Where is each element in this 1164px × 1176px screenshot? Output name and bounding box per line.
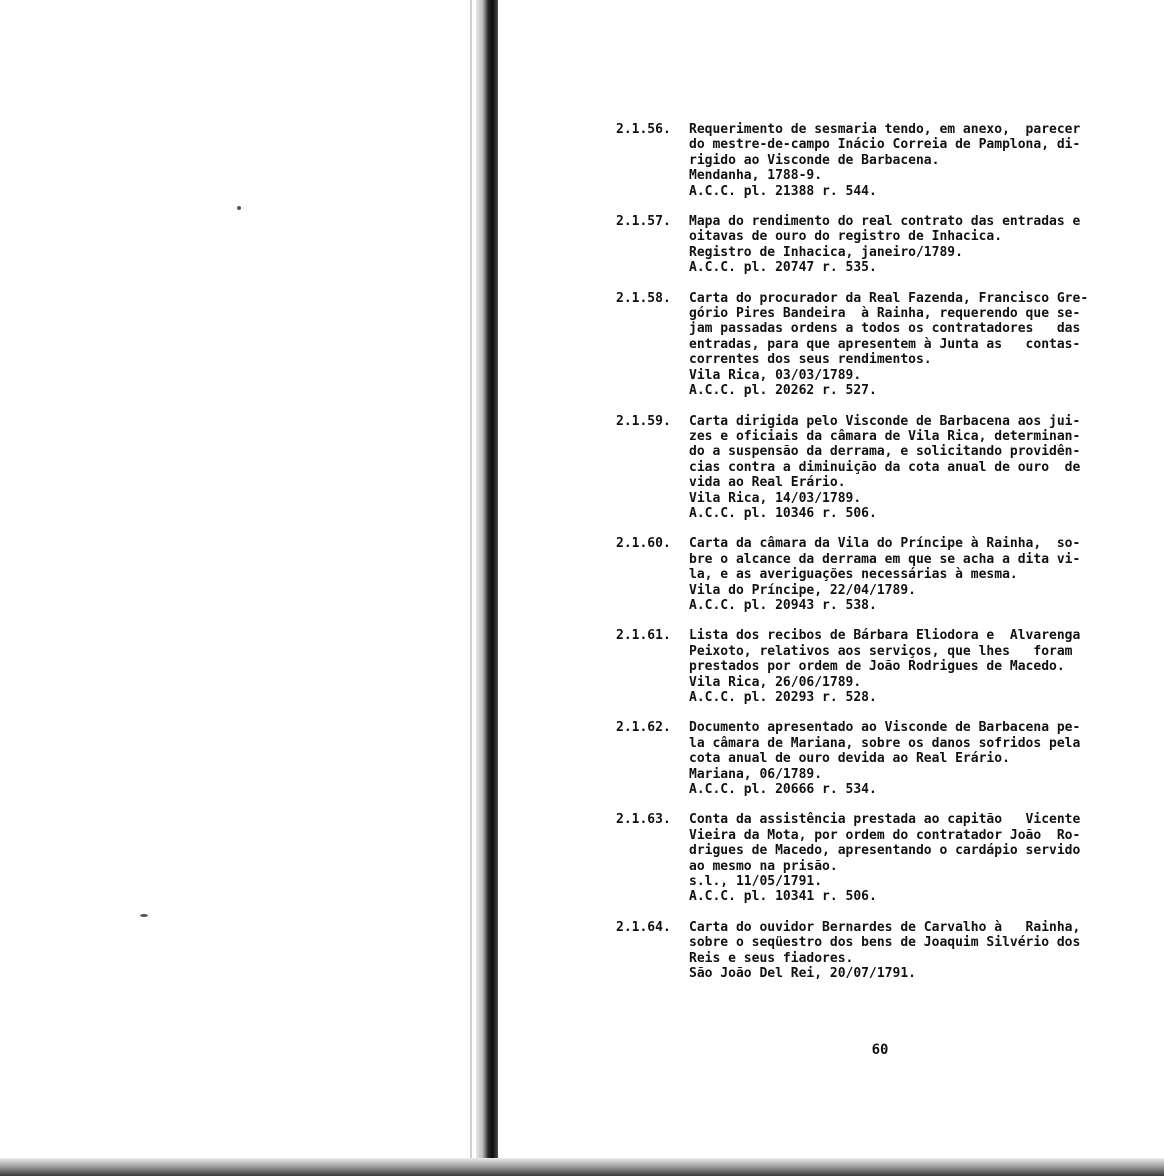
entry-line: Vila Rica, 03/03/1789.: [689, 367, 862, 383]
page-bottom-edge: [0, 1158, 1164, 1176]
entry-description: [689, 291, 1136, 399]
catalog-entry: [616, 920, 1136, 982]
entry-line: rigido ao Visconde de Barbacena.: [689, 152, 940, 168]
entry-line: drigues de Macedo, apresentando o cardápio servido: [689, 843, 1081, 859]
entry-line: Vila Rica, 26/06/1789.: [689, 674, 862, 690]
entry-description: [689, 414, 1136, 522]
catalog-entry: [616, 291, 1136, 399]
entry-line: Vieira da Mota, por ordem do contratador João Ro-: [689, 827, 1081, 843]
book-binding-gutter: [476, 0, 498, 1176]
entry-line: Registro de Inhacica, janeiro/1789.: [689, 244, 963, 260]
entry-line: Mapa do rendimento do real contrato das entradas e: [689, 214, 1081, 230]
entry-line: do mestre-de-campo Inácio Correia de Pamplona, di-: [689, 137, 1081, 153]
entry-line: Vila do Príncipe, 22/04/1789.: [689, 582, 916, 598]
entry-line: A.C.C. pl. 20943 r. 538.: [689, 597, 877, 613]
catalog-entry: [616, 628, 1136, 705]
entry-line: ao mesmo na prisão.: [689, 858, 838, 874]
entry-number: 2.1.64.: [616, 919, 671, 935]
entry-line: Carta da câmara da Vila do Príncipe à Rainha, so-: [689, 536, 1081, 552]
entry-line: prestados por ordem de João Rodrigues de Macedo.: [689, 659, 1065, 675]
entry-line: A.C.C. pl. 10346 r. 506.: [689, 505, 877, 521]
entry-line: A.C.C. pl. 10341 r. 506.: [689, 889, 877, 905]
entry-number: 2.1.61.: [616, 628, 671, 644]
entry-line: Reis e seus fiadores.: [689, 950, 854, 966]
entry-line: A.C.C. pl. 21388 r. 544.: [689, 183, 877, 199]
entry-line: bre o alcance da derrama em que se acha a dita vi-: [689, 551, 1081, 567]
entry-line: cota anual de ouro devida ao Real Erário.: [689, 751, 1010, 767]
entry-number: 2.1.62.: [616, 720, 671, 736]
entry-description: [689, 720, 1136, 797]
entry-line: s.l., 11/05/1791.: [689, 874, 823, 890]
entry-line: la, e as averiguações necessárias à mesma.: [689, 567, 1018, 583]
entry-number: 2.1.58.: [616, 290, 671, 306]
entry-line: sobre o seqüestro dos bens de Joaquim Silvério dos: [689, 935, 1081, 951]
scan-speck: [237, 206, 241, 210]
entry-line: correntes dos seus rendimentos.: [689, 352, 932, 368]
catalog-entry: [616, 812, 1136, 904]
entry-line: Mendanha, 1788-9.: [689, 168, 823, 184]
entry-line: Carta do ouvidor Bernardes de Carvalho à Rainha,: [689, 919, 1081, 935]
entry-number: 2.1.57.: [616, 214, 671, 230]
catalog-entry: [616, 720, 1136, 797]
entry-line: Carta dirigida pelo Visconde de Barbacena aos jui-: [689, 413, 1081, 429]
catalog-entry: [616, 414, 1136, 522]
entry-line: A.C.C. pl. 20293 r. 528.: [689, 690, 877, 705]
entry-number: 2.1.56.: [616, 122, 671, 137]
entry-line: Vila Rica, 14/03/1789.: [689, 490, 862, 506]
entry-line: A.C.C. pl. 20262 r. 527.: [689, 383, 877, 399]
entry-description: [689, 214, 1136, 276]
entry-line: A.C.C. pl. 20747 r. 535.: [689, 260, 877, 276]
entry-number: 2.1.60.: [616, 536, 671, 552]
catalog-entries: [616, 122, 1136, 997]
catalog-entry: [616, 536, 1136, 613]
entry-line: Conta da assistência prestada ao capitão Vicente: [689, 812, 1081, 828]
entry-line: Mariana, 06/1789.: [689, 766, 823, 782]
entry-number: 2.1.63.: [616, 812, 671, 828]
entry-line: Lista dos recibos de Bárbara Eliodora e Alvarenga: [689, 628, 1081, 644]
entry-line: do a suspensão da derrama, e solicitando providên-: [689, 444, 1081, 460]
catalog-entry: [616, 214, 1136, 276]
entry-line: Requerimento de sesmaria tendo, em anexo, parecer: [689, 122, 1081, 137]
entry-line: Carta do procurador da Real Fazenda, Francisco Gre-: [689, 290, 1089, 306]
entry-line: entradas, para que apresentem à Junta as contas-: [689, 336, 1081, 352]
entry-line: A.C.C. pl. 20666 r. 534.: [689, 782, 877, 798]
entry-line: vida ao Real Erário.: [689, 475, 846, 491]
entry-line: São João Del Rei, 20/07/1791.: [689, 966, 916, 982]
scan-speck: [140, 914, 148, 917]
entry-line: gório Pires Bandeira à Rainha, requerendo que se-: [689, 306, 1081, 322]
entry-line: Peixoto, relativos aos serviços, que lhes foram: [689, 643, 1073, 659]
catalog-entry: [616, 122, 1136, 199]
entry-line: la câmara de Mariana, sobre os danos sofridos pela: [689, 735, 1081, 751]
entry-description: [689, 812, 1136, 904]
entry-description: [689, 536, 1136, 613]
entry-line: Documento apresentado ao Visconde de Barbacena pe-: [689, 720, 1081, 736]
entry-number: 2.1.59.: [616, 413, 671, 429]
gutter-line: [470, 0, 472, 1176]
page-number: 60: [871, 1042, 889, 1058]
entry-description: [689, 628, 1136, 705]
entry-description: [689, 920, 1136, 982]
entry-description: [689, 122, 1136, 199]
entry-line: jam passadas ordens a todos os contratadores das: [689, 321, 1081, 337]
entry-line: cias contra a diminuição da cota anual de ouro de: [689, 459, 1081, 475]
entry-line: zes e oficiais da câmara de Vila Rica, determinan-: [689, 428, 1081, 444]
entry-line: oitavas de ouro do registro de Inhacica.: [689, 229, 1003, 245]
